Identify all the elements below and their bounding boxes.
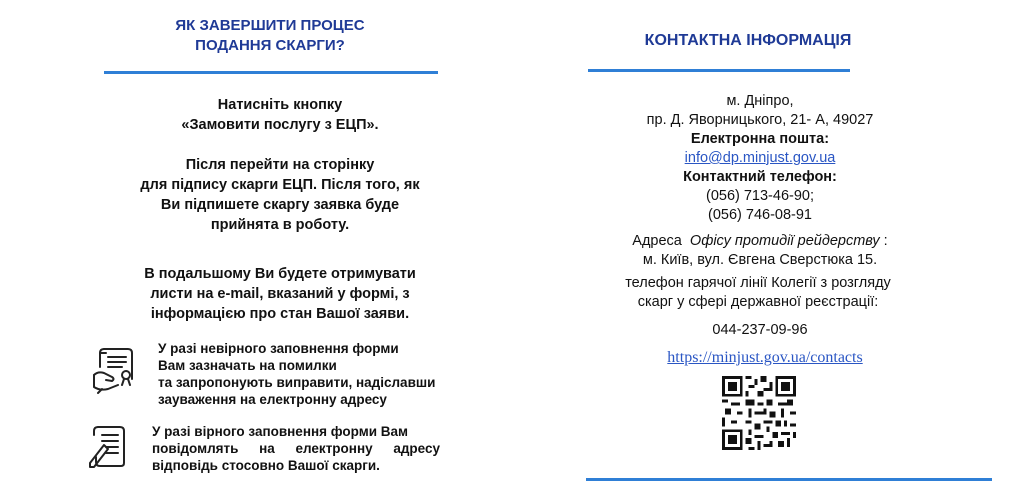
- instruction-line: Ви підпишете скаргу заявка буде: [160, 197, 400, 213]
- contacts-link-wrapper: [600, 349, 930, 367]
- qr-code-icon[interactable]: [722, 376, 796, 450]
- left-title-divider: [104, 71, 438, 74]
- document-pen-icon: [88, 423, 130, 469]
- instruction-line: листи на e-mail, вказаний у формі, з: [150, 286, 410, 302]
- office-suffix: :: [883, 233, 888, 249]
- note-line: та запропонують виправити, надіславши: [158, 375, 436, 390]
- city-line: м. Дніпро,: [726, 93, 794, 109]
- instruction-line: для підпису скарги ЕЦП. Після того, як: [140, 177, 420, 193]
- hotline-line: скарг у сфері державної реєстрації:: [637, 294, 879, 310]
- phone-number: (056) 713-46-90;: [705, 188, 814, 204]
- hotline-line: телефон гарячої лінії Колегії з розгляду: [625, 275, 891, 291]
- instruction-line: «Замовити послугу з ЕЦП».: [181, 117, 379, 133]
- office-address: м. Київ, вул. Євгена Сверстюка 15.: [642, 252, 878, 268]
- left-title-line: ЯК ЗАВЕРШИТИ ПРОЦЕС: [175, 17, 365, 34]
- street-line: пр. Д. Яворницького, 21- А, 49027: [646, 112, 874, 128]
- instruction-line: інформацією про стан Вашої заяви.: [150, 306, 410, 322]
- instruction-line: Натисніть кнопку: [217, 97, 343, 113]
- phone-label: Контактний телефон:: [683, 169, 837, 185]
- instruction-line: В подальшому Ви будете отримувати: [144, 266, 416, 282]
- office-line: [580, 232, 940, 251]
- contact-title: КОНТАКТНА ІНФОРМАЦІЯ: [644, 32, 852, 49]
- hotline-block: [578, 274, 938, 312]
- instruction-block-1: [90, 95, 470, 135]
- office-name: Офісу протидії рейдерству: [689, 233, 880, 249]
- office-address-block: [580, 232, 940, 270]
- instruction-line: Після перейти на сторінку: [185, 157, 375, 173]
- note-line: повідомлять на електронну адресу: [152, 441, 440, 456]
- note-line: Вам зазначать на помилки: [158, 358, 337, 373]
- dnipro-address-block: [600, 92, 920, 225]
- note-line: відповідь стосовно Вашої скарги.: [152, 458, 380, 473]
- hotline-phone: 044-237-09-96: [712, 322, 808, 338]
- office-prefix: Адреса: [632, 233, 682, 249]
- instruction-block-3: [90, 264, 470, 324]
- left-title: [105, 16, 435, 56]
- left-title-line: ПОДАННЯ СКАРГИ?: [195, 37, 345, 54]
- email-label: Електронна пошта:: [690, 131, 830, 147]
- document-hand-icon: [92, 345, 138, 395]
- note-incorrect-form: [158, 340, 458, 408]
- note-line: У разі невірного заповнення форми: [158, 341, 399, 356]
- contact-title-divider: [588, 69, 850, 72]
- email-link[interactable]: info@dp.minjust.gov.ua: [684, 150, 836, 166]
- note-line: зауваження на електронну адресу: [158, 392, 387, 407]
- instruction-block-2: [90, 155, 470, 235]
- instruction-line: прийнята в роботу.: [210, 217, 350, 233]
- contacts-link[interactable]: https://minjust.gov.ua/contacts: [667, 349, 863, 366]
- contact-bottom-divider: [586, 478, 992, 481]
- note-line: У разі вірного заповнення форми Вам: [152, 424, 408, 439]
- note-correct-form: [152, 423, 440, 474]
- phone-number: (056) 746-08-91: [708, 207, 812, 223]
